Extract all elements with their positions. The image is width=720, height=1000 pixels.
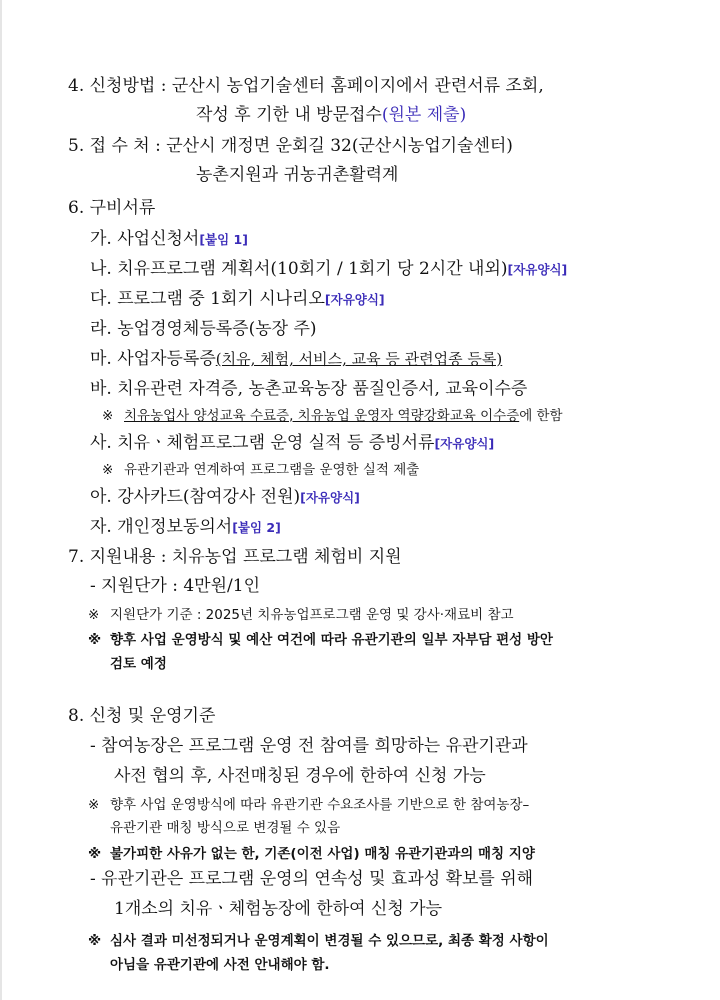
s8-b1-line1: - 참여농장은 프로그램 운영 전 참여를 희망하는 유관기관과: [90, 736, 528, 756]
s6-item-a-text: 아. 강사카드(참여강사 전원): [90, 487, 301, 507]
s6-item-ma-text: 마. 사업자등록증: [90, 349, 216, 369]
s4-original-note: (원본 제출): [381, 105, 467, 125]
note-mark: ※: [88, 846, 102, 862]
s6-item-a: [90, 485, 360, 510]
s8-note1-line2: 유관기관 매칭 방식으로 변경될 수 있음: [110, 820, 341, 836]
s6-item-ja-tag: [붙임 2]: [232, 520, 281, 535]
s4-line2: [196, 103, 466, 127]
s6-item-ga-text: 가. 사업신청서: [90, 229, 200, 249]
s6-item-da: [90, 287, 385, 312]
s6-item-na: [90, 257, 567, 282]
s8-title: 8. 신청 및 운영기준: [68, 706, 216, 726]
page-edge: [0, 0, 2, 1000]
s6-item-ga: [90, 227, 248, 252]
s6-title: 6. 구비서류: [68, 198, 156, 218]
s6-item-ba-note-underlined: 치유농업사 양성교육 수료증, 치유농업 운영자 역량강화교육 이수증: [124, 408, 520, 424]
s6-item-na-text: 나. 치유프로그램 계획서(10회기 / 1회기 당 2시간 내외): [90, 259, 508, 279]
s6-item-a-tag: [자유양식]: [300, 490, 360, 505]
s6-item-sa: [90, 431, 494, 456]
s6-item-ma: [90, 347, 502, 371]
s6-item-ma-underlined: (치유, 체험, 서비스, 교육 등 관련업종 등록): [215, 350, 503, 368]
s7-note1: [88, 603, 514, 627]
s8-note3-line1: [88, 929, 549, 953]
s4-line2-text: 작성 후 기한 내 방문접수: [196, 105, 382, 125]
s6-item-na-tag: [자유양식]: [507, 262, 568, 277]
s8-note2: [88, 842, 535, 866]
s8-note3-line2: 아님을 유관기관에 사전 안내해야 함.: [110, 957, 330, 973]
s6-item-sa-tag: [자유양식]: [434, 436, 495, 451]
s6-item-ja: [90, 515, 281, 540]
note-mark: ※: [88, 933, 102, 949]
s7-note2-text: 향후 사업 운영방식 및 예산 여건에 따라 유관기관의 일부 자부담 편성 방안: [110, 632, 553, 648]
s5-line2: 농촌지원과 귀농귀촌활력계: [196, 165, 399, 185]
s6-item-sa-text: 사. 치유ㆍ체험프로그램 운영 실적 등 증빙서류: [90, 433, 435, 453]
s6-item-sa-note: [102, 458, 419, 482]
s7-unit: - 지원단가 : 4만원/1인: [90, 576, 260, 596]
s6-item-da-tag: [자유양식]: [324, 292, 385, 307]
note-mark: ※: [102, 408, 114, 424]
s7-title: 7. 지원내용 : 치유농업 프로그램 체험비 지원: [68, 547, 402, 567]
s6-item-ba: 바. 치유관련 자격증, 농촌교육농장 품질인증서, 교육이수증: [90, 379, 528, 399]
note-mark: ※: [88, 797, 100, 813]
s8-note2-text: 불가피한 사유가 없는 한, 기존(이전 사업) 매칭 유관기관과의 매칭 지양: [110, 846, 535, 862]
note-mark: ※: [88, 607, 100, 623]
s6-item-ba-note-suffix: 에 한함: [519, 408, 563, 424]
note-mark: ※: [102, 462, 114, 478]
s6-item-ga-tag: [붙임 1]: [199, 232, 248, 247]
note-mark: ※: [88, 632, 102, 648]
s6-item-ja-text: 자. 개인정보동의서: [90, 517, 233, 537]
s8-b2-line2: 1개소의 치유ㆍ체험농장에 한하여 신청 가능: [114, 899, 443, 919]
s4-line1: 4. 신청방법 : 군산시 농업기술센터 홈페이지에서 관련서류 조회,: [68, 76, 544, 96]
s7-note1-text: 지원단가 기준 : 2025년 치유농업프로그램 운영 및 강사·재료비 참고: [110, 607, 514, 623]
s6-item-da-text: 다. 프로그램 중 1회기 시나리오: [90, 289, 325, 309]
s5-line1: 5. 접 수 처 : 군산시 개정면 운회길 32(군산시농업기술센터): [68, 136, 513, 156]
s8-note1-line1: [88, 793, 529, 817]
s7-note2-line1: [88, 628, 553, 652]
s8-b2-line1: - 유관기관은 프로그램 운영의 연속성 및 효과성 확보를 위해: [90, 869, 534, 889]
s8-note3-text: 심사 결과 미선정되거나 운영계획이 변경될 수 있으므로, 최종 확정 사항이: [110, 933, 549, 949]
s7-note2-line2: 검토 예정: [110, 656, 167, 672]
s8-note1-text: 향후 사업 운영방식에 따라 유관기관 수요조사를 기반으로 한 참여농장–: [110, 797, 530, 813]
s6-item-sa-note-text: 유관기관과 연계하여 프로그램을 운영한 실적 제출: [124, 462, 420, 478]
s8-b1-line2: 사전 협의 후, 사전매칭된 경우에 한하여 신청 가능: [114, 766, 486, 786]
s6-item-ba-note: [102, 404, 563, 428]
s6-item-ra: 라. 농업경영체등록증(농장 주): [90, 319, 317, 339]
